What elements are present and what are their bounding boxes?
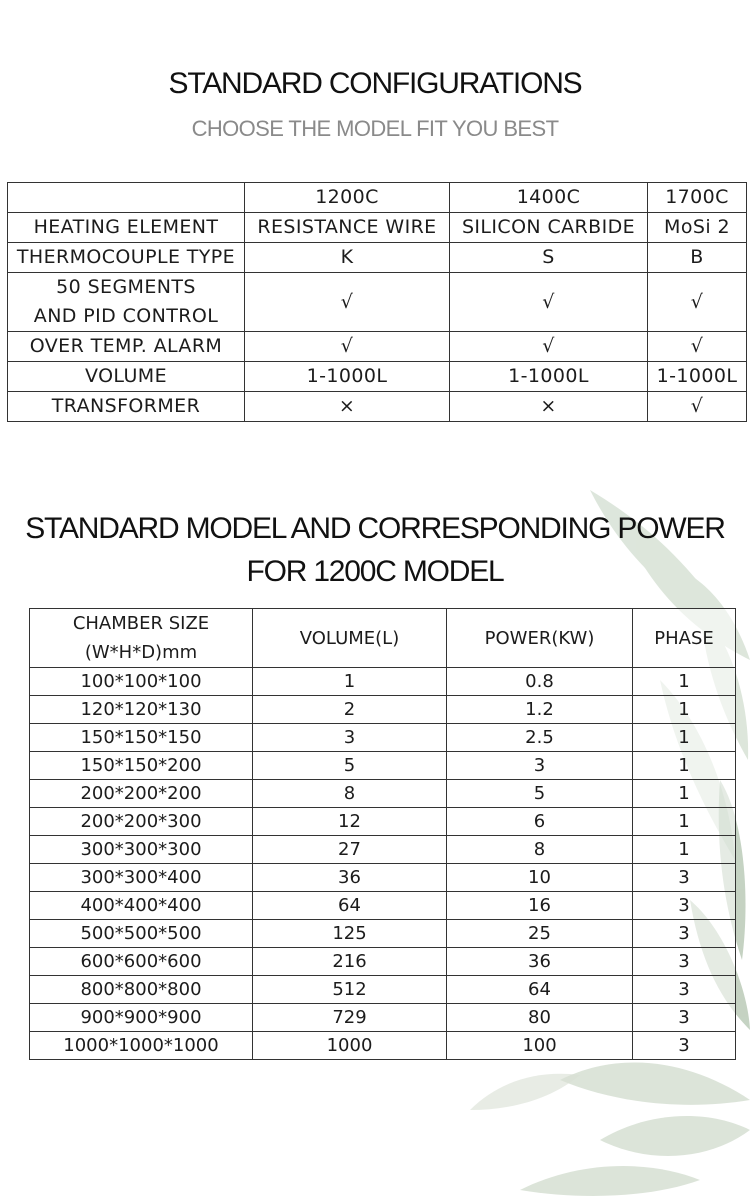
- power-row: [30, 976, 736, 1004]
- power-cell: 729: [253, 1004, 447, 1032]
- power-row: [30, 668, 736, 696]
- power-row: [30, 808, 736, 836]
- config-cell: √: [648, 332, 747, 362]
- config-header-cell: 1400C: [450, 183, 648, 213]
- config-row: [8, 332, 747, 362]
- config-cell: SILICON CARBIDE: [450, 213, 648, 243]
- power-cell: 512: [253, 976, 447, 1004]
- power-header-row: [30, 609, 736, 668]
- config-cell: RESISTANCE WIRE: [245, 213, 450, 243]
- power-cell: 100*100*100: [30, 668, 253, 696]
- power-cell: 200*200*300: [30, 808, 253, 836]
- config-cell: 50 SEGMENTS AND PID CONTROL: [8, 273, 245, 332]
- power-cell: 120*120*130: [30, 696, 253, 724]
- power-cell: 3: [633, 1032, 736, 1060]
- power-row: [30, 1032, 736, 1060]
- power-cell: 200*200*200: [30, 780, 253, 808]
- power-cell: 12: [253, 808, 447, 836]
- power-cell: 10: [447, 864, 633, 892]
- power-row: [30, 696, 736, 724]
- power-cell: 500*500*500: [30, 920, 253, 948]
- power-row: [30, 864, 736, 892]
- power-cell: 1: [633, 724, 736, 752]
- power-row: [30, 1004, 736, 1032]
- config-cell: MoSi 2: [648, 213, 747, 243]
- power-cell: 150*150*200: [30, 752, 253, 780]
- config-cell: 1-1000L: [245, 362, 450, 392]
- power-cell: 1: [633, 836, 736, 864]
- power-cell: 27: [253, 836, 447, 864]
- power-header-cell: PHASE: [633, 609, 736, 668]
- power-title-line1: STANDARD MODEL AND CORRESPONDING POWER: [25, 512, 725, 545]
- power-cell: 3: [633, 1004, 736, 1032]
- power-cell: 5: [447, 780, 633, 808]
- power-cell: 3: [253, 724, 447, 752]
- power-cell: 3: [633, 892, 736, 920]
- config-cell: √: [450, 273, 648, 332]
- power-cell: 900*900*900: [30, 1004, 253, 1032]
- power-row: [30, 948, 736, 976]
- config-cell: OVER TEMP. ALARM: [8, 332, 245, 362]
- power-cell: 2.5: [447, 724, 633, 752]
- config-cell: VOLUME: [8, 362, 245, 392]
- power-cell: 1000: [253, 1032, 447, 1060]
- power-cell: 64: [447, 976, 633, 1004]
- power-cell: 1.2: [447, 696, 633, 724]
- config-cell: THERMOCOUPLE TYPE: [8, 243, 245, 273]
- power-cell: 3: [633, 920, 736, 948]
- config-cell: √: [648, 273, 747, 332]
- power-cell: 2: [253, 696, 447, 724]
- power-cell: 3: [633, 976, 736, 1004]
- config-cell: ×: [450, 392, 648, 422]
- power-cell: 600*600*600: [30, 948, 253, 976]
- config-row: [8, 362, 747, 392]
- power-header-cell: CHAMBER SIZE (W*H*D)mm: [30, 609, 253, 668]
- power-header-cell: VOLUME(L): [253, 609, 447, 668]
- power-row: [30, 836, 736, 864]
- config-cell: S: [450, 243, 648, 273]
- config-subtitle: CHOOSE THE MODEL FIT YOU BEST: [191, 116, 559, 141]
- power-cell: 400*400*400: [30, 892, 253, 920]
- power-cell: 1: [633, 696, 736, 724]
- power-cell: 300*300*400: [30, 864, 253, 892]
- power-cell: 1000*1000*1000: [30, 1032, 253, 1060]
- config-header-cell: 1200C: [245, 183, 450, 213]
- config-row: [8, 243, 747, 273]
- power-cell: 25: [447, 920, 633, 948]
- power-cell: 1: [633, 808, 736, 836]
- config-cell: 1-1000L: [648, 362, 747, 392]
- config-header-row: [8, 183, 747, 213]
- config-row: [8, 273, 747, 332]
- power-cell: 216: [253, 948, 447, 976]
- configuration-table: [7, 182, 747, 422]
- power-cell: 3: [633, 948, 736, 976]
- power-cell: 800*800*800: [30, 976, 253, 1004]
- config-cell: B: [648, 243, 747, 273]
- power-table: [29, 608, 736, 1060]
- power-header-cell: POWER(KW): [447, 609, 633, 668]
- power-cell: 300*300*300: [30, 836, 253, 864]
- config-cell: √: [450, 332, 648, 362]
- config-row: [8, 392, 747, 422]
- config-cell: HEATING ELEMENT: [8, 213, 245, 243]
- power-cell: 80: [447, 1004, 633, 1032]
- power-row: [30, 920, 736, 948]
- power-cell: 1: [253, 668, 447, 696]
- power-row: [30, 780, 736, 808]
- power-row: [30, 892, 736, 920]
- power-cell: 5: [253, 752, 447, 780]
- power-cell: 3: [633, 864, 736, 892]
- power-cell: 36: [253, 864, 447, 892]
- power-cell: 8: [253, 780, 447, 808]
- power-cell: 0.8: [447, 668, 633, 696]
- config-cell: √: [648, 392, 747, 422]
- power-cell: 8: [447, 836, 633, 864]
- power-cell: 125: [253, 920, 447, 948]
- config-cell: K: [245, 243, 450, 273]
- power-row: [30, 752, 736, 780]
- power-cell: 36: [447, 948, 633, 976]
- power-row: [30, 724, 736, 752]
- power-cell: 1: [633, 780, 736, 808]
- power-cell: 64: [253, 892, 447, 920]
- power-cell: 1: [633, 752, 736, 780]
- config-title: STANDARD CONFIGURATIONS: [168, 67, 582, 100]
- config-row: [8, 213, 747, 243]
- config-cell: TRANSFORMER: [8, 392, 245, 422]
- config-cell: √: [245, 273, 450, 332]
- power-cell: 150*150*150: [30, 724, 253, 752]
- config-header-cell: 1700C: [648, 183, 747, 213]
- config-cell: 1-1000L: [450, 362, 648, 392]
- config-cell: ×: [245, 392, 450, 422]
- power-title-line2: FOR 1200C MODEL: [246, 555, 504, 588]
- power-cell: 16: [447, 892, 633, 920]
- power-cell: 100: [447, 1032, 633, 1060]
- config-header-cell: [8, 183, 245, 213]
- power-cell: 6: [447, 808, 633, 836]
- power-cell: 3: [447, 752, 633, 780]
- power-cell: 1: [633, 668, 736, 696]
- config-cell: √: [245, 332, 450, 362]
